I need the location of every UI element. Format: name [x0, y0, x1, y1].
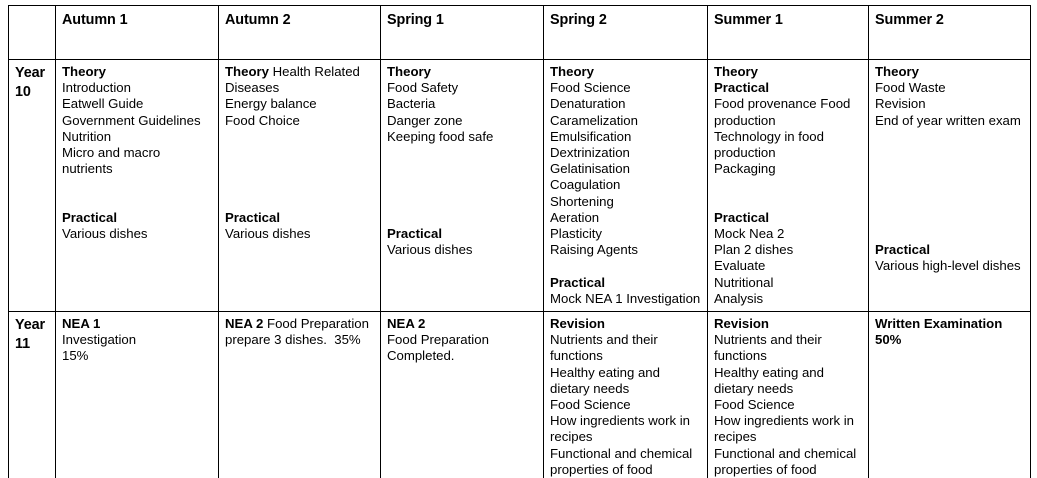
section-heading-practical: Practical	[875, 242, 930, 258]
content-line: Revision	[875, 96, 926, 112]
content-line: Plan 2 dishes	[714, 242, 794, 258]
content-line: Dextrinization	[550, 145, 630, 161]
content-line: Bacteria	[387, 96, 436, 112]
column-header-label: Autumn 2	[225, 12, 291, 28]
spacer	[62, 177, 213, 209]
exam-weighting: 50%	[875, 332, 902, 348]
content-line: Diseases	[225, 80, 280, 96]
column-header-label: Autumn 1	[62, 12, 128, 28]
content-line: Keeping food safe	[387, 128, 494, 144]
cell-year11-summer2	[869, 312, 1031, 478]
content-line: How ingredients work in	[550, 413, 690, 429]
section-heading-theory: Theory	[62, 64, 106, 79]
content-line: Food Science	[550, 397, 631, 413]
header-corner-cell	[9, 6, 56, 60]
content-line: Nutritional	[714, 274, 774, 290]
content-line: Shortening	[550, 193, 614, 209]
cell-year10-summer2	[869, 60, 1031, 312]
header-autumn-1	[56, 6, 219, 60]
content-line: Evaluate	[714, 258, 766, 274]
cell-year11-summer1	[708, 312, 869, 478]
content-line: recipes	[550, 429, 593, 445]
header-spring-1	[381, 6, 544, 60]
content-line: Government Guidelines	[62, 112, 201, 128]
content-line: Analysis	[714, 290, 764, 306]
cell-year11-spring2	[544, 312, 708, 478]
table-row-year-11	[9, 312, 1031, 478]
section-heading-theory: Theory	[714, 64, 758, 79]
spacer	[225, 129, 375, 210]
content-line: dietary needs	[550, 380, 630, 396]
content-line: Healthy eating and	[714, 364, 824, 380]
section-heading-revision: Revision	[550, 316, 605, 332]
content-line: Energy balance	[225, 96, 317, 112]
section-heading-practical: Practical	[62, 209, 117, 225]
header-summer-2	[869, 6, 1031, 60]
content-line: properties of food	[714, 461, 817, 477]
column-header-label: Summer 1	[714, 12, 783, 28]
header-spring-2	[544, 6, 708, 60]
spacer	[387, 145, 538, 226]
content-line: Nutrition	[62, 128, 112, 144]
content-line: Technology in food	[714, 128, 824, 144]
column-header-label: Summer 2	[875, 12, 944, 28]
content-line: production	[714, 112, 776, 128]
year-label-line-2: 11	[15, 335, 31, 352]
table-header-row	[9, 6, 1031, 60]
content-line: Introduction	[62, 80, 131, 96]
content-line: Food Science	[714, 397, 795, 413]
content-line: Various dishes	[387, 242, 473, 258]
section-heading-practical: Practical	[225, 209, 280, 225]
content-line: Micro and macro	[62, 145, 161, 161]
content-line: production	[714, 145, 776, 161]
content-line: Food Waste	[875, 80, 946, 96]
section-heading-nea2: NEA 2 Food Preparation	[225, 316, 369, 332]
content-line: Mock Nea 2	[714, 226, 785, 242]
content-line: recipes	[714, 429, 757, 445]
year-label-line-2: 10	[15, 83, 31, 100]
cell-year10-autumn2	[219, 60, 381, 312]
content-line: Completed.	[387, 348, 455, 364]
content-line: Various high-level dishes	[875, 258, 1021, 274]
content-line: Food Safety	[387, 80, 459, 96]
content-line: Functional and chemical	[714, 445, 857, 461]
content-line: nutrients	[62, 161, 113, 177]
content-line: Nutrients and their	[714, 332, 822, 348]
content-line: functions	[714, 348, 767, 364]
section-heading-theory: Theory	[550, 64, 594, 79]
section-heading-revision: Revision	[714, 316, 769, 332]
content-line: 15%	[62, 348, 89, 364]
section-heading-theory: Theory	[387, 64, 431, 79]
cell-year10-autumn1	[56, 60, 219, 312]
year-label-line-1: Year	[15, 317, 46, 334]
content-line: Danger zone	[387, 112, 463, 128]
spacer	[714, 177, 863, 209]
content-line: Eatwell Guide	[62, 96, 144, 112]
content-line: Packaging	[714, 161, 776, 177]
content-line: Functional and chemical	[550, 445, 693, 461]
content-line: Aeration	[550, 209, 600, 225]
cell-year11-autumn2	[219, 312, 381, 478]
content-line: functions	[550, 348, 603, 364]
content-line: properties of food	[550, 461, 653, 477]
section-heading-practical: Practical	[387, 226, 442, 242]
content-line: Various dishes	[225, 226, 311, 242]
year-label-line-1: Year	[15, 65, 46, 81]
content-line: Food Science	[550, 80, 631, 96]
year-label-cell-11	[9, 312, 56, 478]
content-line: Coagulation	[550, 177, 621, 193]
cell-year11-autumn1	[56, 312, 219, 478]
section-heading-theory: Theory	[875, 64, 919, 79]
cell-year10-spring2	[544, 60, 708, 312]
table-row-year-10	[9, 60, 1031, 312]
section-heading-written-exam: Written Examination	[875, 316, 1003, 332]
content-line: Food Choice	[225, 112, 300, 128]
section-heading-theory: Theory Health Related	[225, 64, 360, 79]
section-heading-nea1: NEA 1	[62, 316, 101, 332]
content-line: Food Preparation	[387, 332, 489, 348]
content-line: prepare 3 dishes. 35%	[225, 332, 361, 348]
section-heading-practical: Practical	[714, 80, 769, 96]
content-line: Food provenance Food	[714, 96, 851, 112]
header-summer-1	[708, 6, 869, 60]
content-line: Healthy eating and	[550, 364, 660, 380]
content-line: Denaturation	[550, 96, 626, 112]
content-line: Mock NEA 1 Investigation	[550, 290, 701, 306]
content-line: Raising Agents	[550, 242, 638, 258]
section-heading-nea2: NEA 2	[387, 316, 426, 332]
cell-year11-spring1	[381, 312, 544, 478]
year-label-cell-10	[9, 60, 56, 312]
content-line: Nutrients and their	[550, 332, 658, 348]
content-line: How ingredients work in	[714, 413, 854, 429]
content-line: Gelatinisation	[550, 161, 630, 177]
column-header-label: Spring 2	[550, 12, 607, 28]
section-heading-practical: Practical	[550, 274, 605, 290]
header-autumn-2	[219, 6, 381, 60]
content-line: Emulsification	[550, 128, 632, 144]
cell-year10-summer1	[708, 60, 869, 312]
content-line: dietary needs	[714, 380, 794, 396]
content-line: Investigation	[62, 332, 137, 348]
content-line: Plasticity	[550, 226, 603, 242]
section-heading-practical-2: Practical	[714, 209, 769, 225]
curriculum-table	[8, 5, 1031, 478]
cell-year10-spring1	[381, 60, 544, 312]
spacer	[875, 129, 1025, 242]
spacer	[550, 258, 702, 274]
content-line: Caramelization	[550, 112, 638, 128]
column-header-label: Spring 1	[387, 12, 444, 28]
content-line: Various dishes	[62, 226, 148, 242]
content-line: End of year written exam	[875, 112, 1021, 128]
